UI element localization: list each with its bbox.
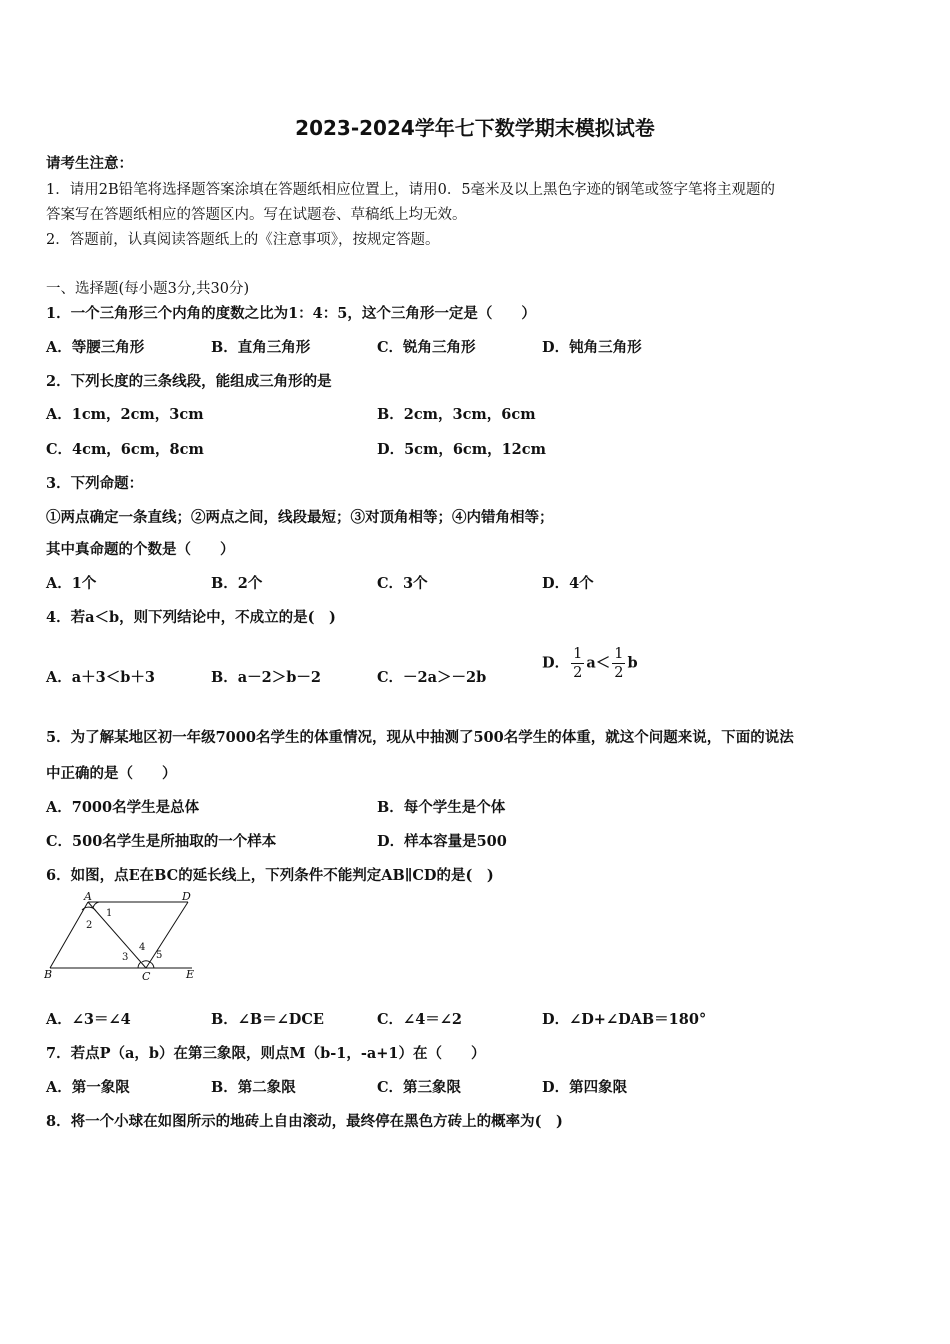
question-7-option-a: A．第一象限 <box>46 1079 130 1096</box>
label-angle-3: 3 <box>122 952 129 963</box>
fraction-one-half <box>571 645 584 682</box>
question-3-ask: 其中真命题的个数是（ ） <box>46 541 235 558</box>
question-6-option-c: C．∠4＝∠2 <box>377 1011 463 1028</box>
question-5-option-c: C．500名学生是所抽取的一个样本 <box>46 833 277 850</box>
question-8-stem: 8．将一个小球在如图所示的地砖上自由滚动，最终停在黑色方砖上的概率为( ) <box>46 1113 563 1130</box>
notice-line-3: 2．答题前，认真阅读答题纸上的《注意事项》，按规定答题。 <box>46 232 440 248</box>
option-d-label: D． <box>542 654 570 672</box>
notice-header: 请考生注意： <box>46 155 133 172</box>
question-4-stem: 4．若a＜b，则下列结论中，不成立的是( ) <box>46 609 336 626</box>
question-1-option-b: B．直角三角形 <box>211 339 311 356</box>
question-5-stem-line-2: 中正确的是（ ） <box>46 765 177 782</box>
fraction-numerator: 1 <box>573 646 583 662</box>
page-title: 2023-2024学年七下数学期末模拟试卷 <box>295 116 655 140</box>
label-angle-5: 5 <box>156 950 163 961</box>
label-point-d: D <box>182 890 191 903</box>
angle-arc-3 <box>138 962 141 968</box>
label-angle-1: 1 <box>106 908 113 919</box>
question-3-option-c: C．3个 <box>377 575 428 592</box>
question-3-option-d: D．4个 <box>542 575 594 592</box>
question-2-stem: 2．下列长度的三条线段，能组成三角形的是 <box>46 373 332 390</box>
fraction-numerator: 1 <box>614 646 624 662</box>
option-d-middle: a＜ <box>586 654 611 672</box>
fraction-denominator: 2 <box>614 665 624 681</box>
label-point-e: E <box>186 968 195 981</box>
label-angle-4: 4 <box>139 942 146 953</box>
question-5-option-a: A．7000名学生是总体 <box>46 799 200 816</box>
question-6-option-b: B．∠B＝∠DCE <box>211 1011 324 1028</box>
fraction-denominator: 2 <box>573 665 583 681</box>
question-1-option-c: C．锐角三角形 <box>377 339 476 356</box>
question-1-option-a: A．等腰三角形 <box>46 339 145 356</box>
label-angle-2: 2 <box>86 920 93 931</box>
question-5-option-b: B．每个学生是个体 <box>377 799 506 816</box>
question-3-option-b: B．2个 <box>211 575 263 592</box>
label-point-c: C <box>142 970 151 982</box>
question-4-option-d <box>542 645 638 682</box>
question-7-option-d: D．第四象限 <box>542 1079 628 1096</box>
question-2-option-d: D．5cm，6cm，12cm <box>377 441 546 458</box>
question-3-option-a: A．1个 <box>46 575 97 592</box>
angle-arc-5 <box>150 962 154 968</box>
question-6-option-a: A．∠3＝∠4 <box>46 1011 131 1028</box>
question-3-stem: 3．下列命题： <box>46 475 144 492</box>
label-point-a: A <box>84 890 92 903</box>
section-heading: 一、选择题(每小题3分,共30分) <box>46 281 250 297</box>
angle-arc-4 <box>142 961 150 962</box>
segment-dc <box>146 902 188 968</box>
question-7-option-b: B．第二象限 <box>211 1079 296 1096</box>
question-2-option-c: C．4cm，6cm，8cm <box>46 441 204 458</box>
label-point-b: B <box>44 968 53 981</box>
question-4-option-b: B．a－2＞b－2 <box>211 669 321 686</box>
option-d-suffix: b <box>627 654 638 672</box>
question-7-stem: 7．若点P（a，b）在第三象限，则点M（b-1，-a+1）在（ ） <box>46 1045 486 1062</box>
question-3-propositions: ①两点确定一条直线；②两点之间，线段最短；③对顶角相等；④内错角相等； <box>46 509 554 526</box>
question-1-stem: 1．一个三角形三个内角的度数之比为1：4：5，这个三角形一定是（ ） <box>46 305 536 322</box>
question-1-option-d: D．钝角三角形 <box>542 339 642 356</box>
question-4-option-c: C．－2a＞－2b <box>377 669 487 686</box>
question-4-option-a: A．a＋3＜b＋3 <box>46 669 155 686</box>
question-5-option-d: D．样本容量是500 <box>377 833 507 850</box>
question-6-option-d: D．∠D+∠DAB＝180° <box>542 1011 707 1028</box>
angle-arc-1 <box>93 902 99 908</box>
question-6-stem: 6．如图，点E在BC的延长线上，下列条件不能判定AB∥CD的是( ) <box>46 867 494 884</box>
question-5-stem-line-1: 5．为了解某地区初一年级7000名学生的体重情况，现从中抽测了500名学生的体重，就这个问题来说，下面的说法 <box>46 729 794 746</box>
notice-line-1: 1．请用2B铅笔将选择题答案涂填在答题纸相应位置上，请用0．5毫米及以上黑色字迹的钢笔或签字笔将主观题的 <box>46 182 776 198</box>
question-2-option-a: A．1cm，2cm，3cm <box>46 406 204 423</box>
question-2-option-b: B．2cm，3cm，6cm <box>377 406 536 423</box>
parallelogram-figure <box>44 890 204 982</box>
segment-ab <box>50 902 88 968</box>
question-7-option-c: C．第三象限 <box>377 1079 462 1096</box>
fraction-one-half <box>612 645 625 682</box>
notice-line-2: 答案写在答题纸相应的答题区内。写在试题卷、草稿纸上均无效。 <box>46 207 467 223</box>
segment-ac <box>88 902 146 968</box>
